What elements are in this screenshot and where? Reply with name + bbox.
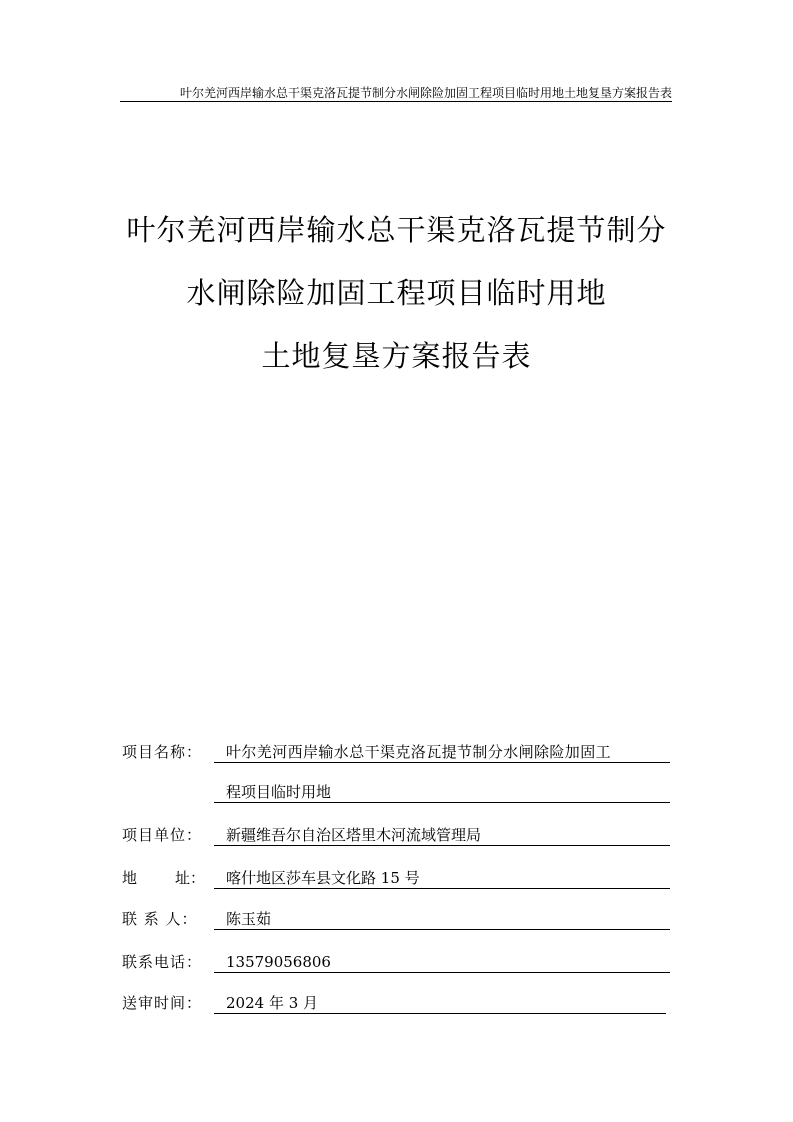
address-label-part2: 址： (175, 869, 206, 887)
address-value: 喀什地区莎车县文化路 15 号 (214, 868, 670, 889)
submission-date-label: 送审时间： (122, 994, 203, 1012)
phone-value: 13579056806 (214, 952, 670, 973)
contact-value: 陈玉茹 (214, 909, 670, 930)
project-unit-label: 项目单位： (122, 826, 203, 844)
title-line-2: 水闸除险加固工程项目临时用地 (186, 276, 607, 310)
project-name-value-line2: 程项目临时用地 (214, 782, 670, 803)
header-rule (120, 101, 672, 102)
submission-date-value: 2024 年 3 月 (214, 993, 666, 1014)
project-name-label: 项目名称： (122, 743, 203, 761)
phone-label: 联系电话： (122, 953, 203, 971)
contact-label: 联 系 人： (122, 910, 198, 928)
address-label (122, 868, 205, 888)
project-name-value-line1: 叶尔羌河西岸输水总干渠克洛瓦提节制分水闸除险加固工 (214, 742, 670, 763)
running-header: 叶尔羌河西岸输水总干渠克洛瓦提节制分水闸除险加固工程项目临时用地土地复垦方案报告表 (179, 86, 672, 100)
address-label-part1: 地 (122, 869, 138, 887)
project-unit-value: 新疆维吾尔自治区塔里木河流域管理局 (214, 825, 670, 846)
title-line-3: 土地复垦方案报告表 (261, 339, 532, 373)
title-line-1: 叶尔羌河西岸输水总干渠克洛瓦提节制分 (126, 213, 667, 247)
